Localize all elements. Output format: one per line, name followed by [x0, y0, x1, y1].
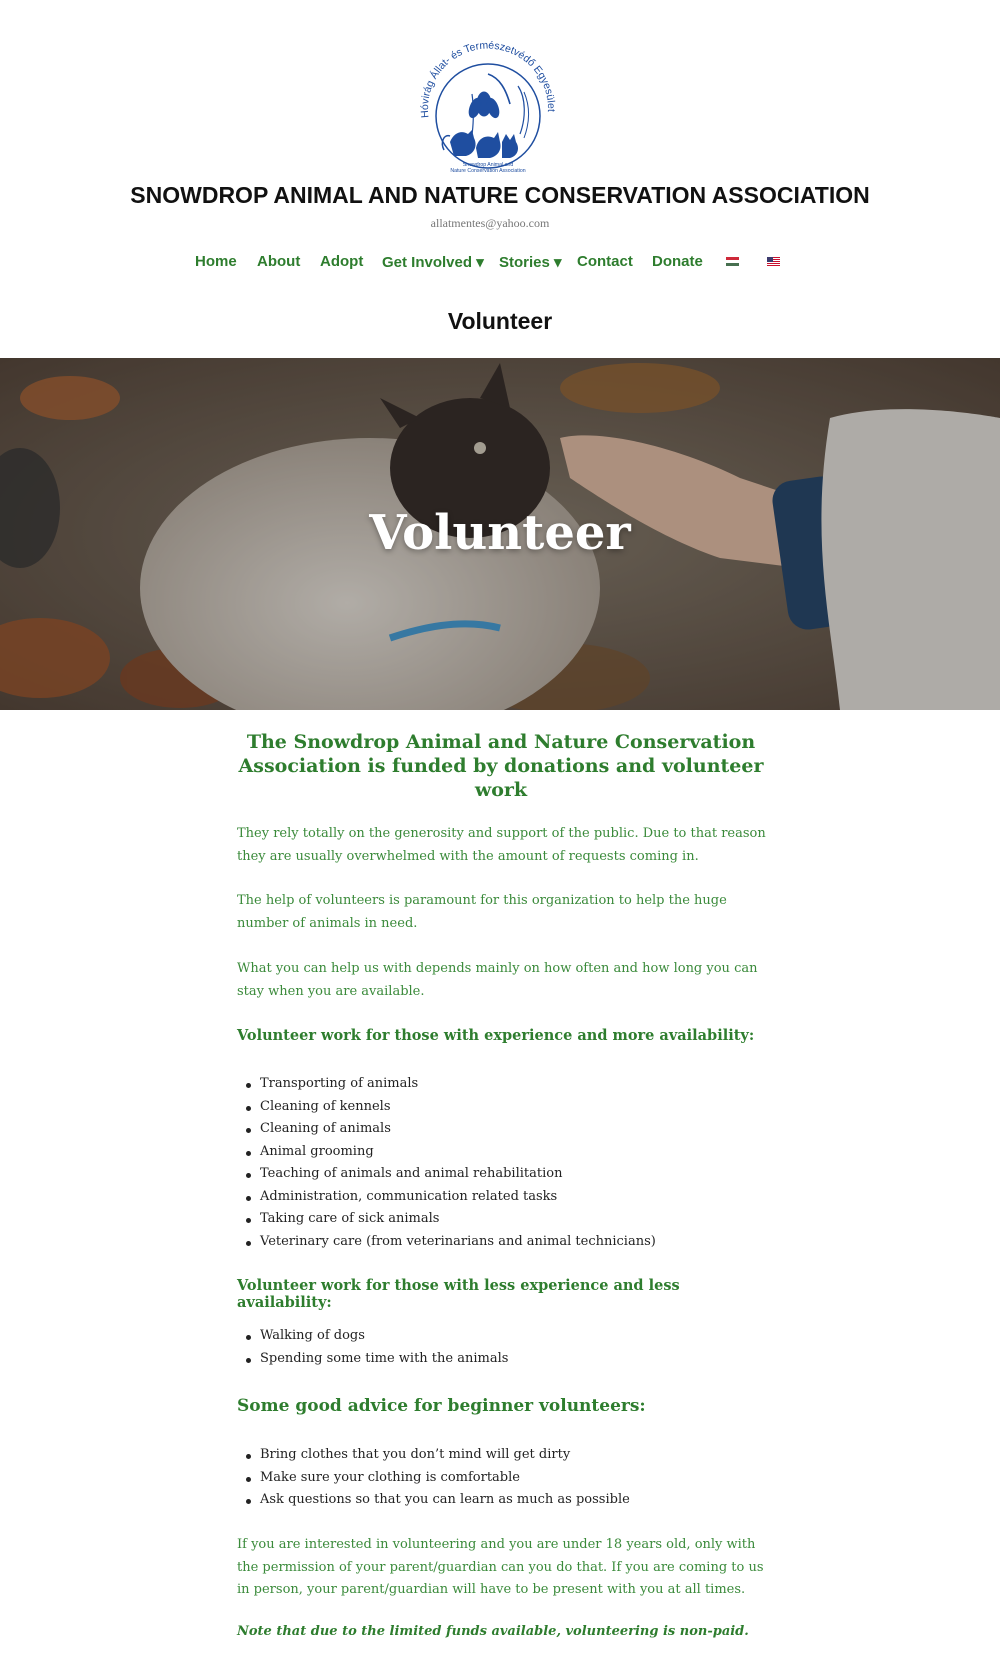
advice-list	[251, 1444, 751, 1512]
hero-title: Volunteer	[369, 505, 631, 561]
list-item: Animal grooming	[251, 1141, 751, 1164]
association-logo[interactable]	[414, 38, 562, 180]
hero-banner	[0, 358, 1000, 710]
intro-paragraph: They rely totally on the generosity and support of the public. Due to that reason they are usually overwhelmed with the amount of requests coming in.	[237, 826, 766, 864]
nav-item-contact[interactable]: Contact	[577, 253, 633, 270]
intro-heading-line2: Association is funded by donations and volunteer work	[238, 755, 764, 801]
section-advice-heading: Some good advice for beginner volunteers:	[237, 1396, 646, 1416]
beginner-tasks-list	[251, 1325, 751, 1370]
section-beginner-heading: Volunteer work for those with less experience and less availability:	[237, 1277, 680, 1311]
availability-paragraph: What you can help us with depends mainly on how often and how long you can stay when you are available.	[237, 961, 758, 999]
list-item: Teaching of animals and animal rehabilitation	[251, 1163, 751, 1186]
nav-item-about[interactable]: About	[257, 253, 301, 270]
non-paid-note: Note that due to the limited funds available, volunteering is non-paid.	[237, 1624, 749, 1639]
main-navigation	[0, 253, 1000, 273]
logo-caption-line1: Snowdrop Animal and	[462, 162, 514, 168]
nav-item-home[interactable]: Home	[195, 253, 237, 270]
animals-silhouette-icon	[442, 130, 518, 158]
list-item: Spending some time with the animals	[251, 1348, 751, 1371]
list-item: Transporting of animals	[251, 1073, 751, 1096]
logo-arc-text: Hóvirág Állat- és Természetvédő Egyesület	[418, 39, 558, 119]
site-header	[0, 0, 1000, 358]
page-title: Volunteer	[447, 308, 553, 334]
list-item: Ask questions so that you can learn as much as possible	[251, 1489, 751, 1512]
nav-item-adopt[interactable]: Adopt	[320, 253, 364, 270]
intro-heading	[237, 730, 765, 802]
experienced-tasks-list	[251, 1073, 751, 1253]
under-18-paragraph: If you are interested in volunteering and you are under 18 years old, only with the permission of your parent/guardian can you do that. If you are coming to us in person, your parent/guardian will have to be present with you at all times.	[237, 1537, 764, 1597]
nav-item-stories[interactable]: Stories ▾	[499, 254, 562, 271]
list-item: Make sure your clothing is comfortable	[251, 1467, 751, 1490]
list-item: Veterinary care (from veterinarians and animal technicians)	[251, 1231, 751, 1254]
us-flag-icon[interactable]	[767, 257, 780, 266]
hungarian-flag-icon[interactable]	[726, 257, 739, 266]
intro-heading-line1: The Snowdrop Animal and Nature Conservation	[246, 731, 756, 753]
volunteers-paragraph: The help of volunteers is paramount for this organization to help the huge number of animals in need.	[237, 893, 727, 931]
list-item: Walking of dogs	[251, 1325, 751, 1348]
list-item: Cleaning of animals	[251, 1118, 751, 1141]
list-item: Cleaning of kennels	[251, 1096, 751, 1119]
nav-item-donate[interactable]: Donate	[652, 253, 703, 270]
section-experienced-heading: Volunteer work for those with experience and more availability:	[237, 1027, 755, 1044]
nav-item-get-involved[interactable]: Get Involved ▾	[382, 254, 484, 271]
list-item: Bring clothes that you don’t mind will get dirty	[251, 1444, 751, 1467]
list-item: Taking care of sick animals	[251, 1208, 751, 1231]
list-item: Administration, communication related tasks	[251, 1186, 751, 1209]
logo-caption-line2: Nature Conservation Association	[450, 168, 526, 174]
site-title[interactable]: SNOWDROP ANIMAL AND NATURE CONSERVATION ASSOCIATION	[130, 182, 870, 208]
site-email[interactable]: allatmentes@yahoo.com	[430, 216, 550, 230]
